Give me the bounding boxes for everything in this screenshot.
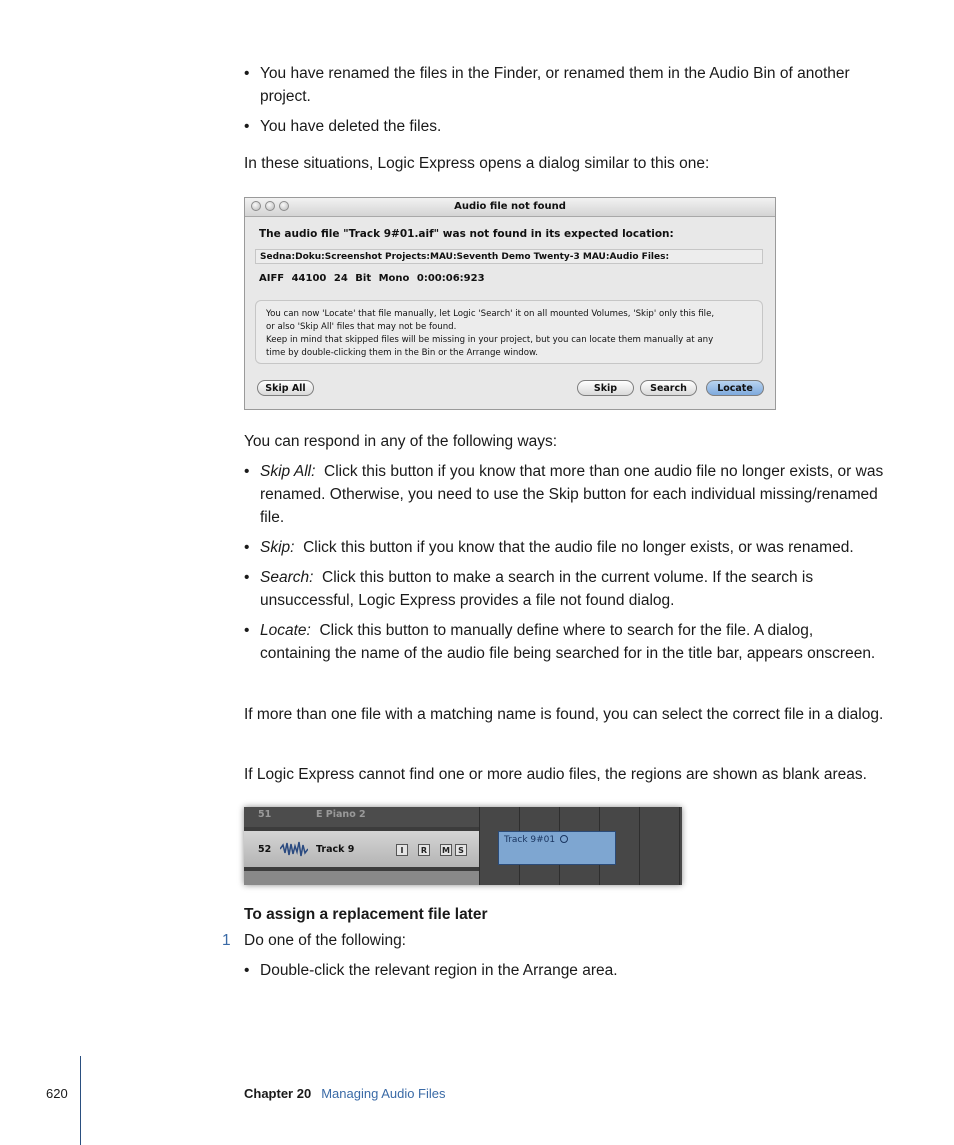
bullet-dot: • (244, 463, 250, 480)
chapter-label: Chapter 20 (244, 1086, 312, 1101)
bullet-dot: • (244, 622, 250, 639)
task-heading: To assign a replacement file later (244, 906, 488, 923)
bullet-text: You have deleted the files. (260, 118, 442, 135)
dialog-instructions (255, 300, 763, 364)
instruction-line: You can now 'Locate' that file manually, let Logic 'Search' it on all mounted Volumes, 'Skip' only this file, (266, 309, 715, 319)
option-text: Click this button to manually define where to search for the file. A dialog, containing the name of the audio file being searched for in the title bar, appears onscreen. (260, 622, 876, 662)
matching-name-paragraph: If more than one file with a matching name is found, you can select the correct file in a dialog. (244, 706, 884, 723)
respond-intro: You can respond in any of the following ways: (244, 433, 558, 450)
option-term: Locate: (260, 622, 311, 639)
instruction-line: Keep in mind that skipped files will be missing in your project, but you can locate them manually at any (266, 335, 714, 345)
bullet-text: Double-click the relevant region in the Arrange area. (260, 962, 618, 979)
step-text: Do one of the following: (244, 932, 406, 949)
bullet-dot: • (244, 569, 250, 586)
audio-file-not-found-dialog (244, 197, 776, 410)
track-name: Track 9 (316, 844, 355, 855)
instruction-line: time by double-clicking them in the Bin or the Arrange window. (266, 348, 538, 358)
region-label: Track 9#01 (504, 835, 556, 845)
loop-circle-icon (560, 835, 568, 843)
skip-button[interactable]: Skip (577, 380, 634, 396)
option-text: Click this button if you know that the audio file no longer exists, or was renamed. (303, 539, 854, 556)
option-term: Skip All: (260, 463, 316, 480)
footer-divider (80, 1056, 81, 1145)
bullet-dot: • (244, 539, 250, 556)
file-path-field: Sedna:Doku:Screenshot Projects:MAU:Seventh Demo Twenty-3 MAU:Audio Files: (255, 249, 763, 264)
skip-all-button[interactable]: Skip All (257, 380, 314, 396)
footer-chapter (244, 1086, 446, 1101)
option-text: Click this button to make a search in the current volume. If the search is unsuccessful, Logic Express provides a file not found dialog. (260, 569, 814, 609)
audio-waveform-icon (280, 840, 308, 858)
bullet-deleted (244, 115, 884, 138)
page-number: 620 (46, 1086, 68, 1101)
chapter-title: Managing Audio Files (321, 1086, 446, 1101)
option-locate (244, 619, 884, 665)
option-skip-all (244, 460, 884, 529)
step-number: 1 (222, 932, 231, 949)
file-info: AIFF 44100 24 Bit Mono 0:00:06:923 (259, 273, 485, 284)
option-term: Skip: (260, 539, 295, 556)
blank-region[interactable] (498, 831, 616, 865)
instruction-line: or also 'Skip All' files that may not be found. (266, 322, 457, 332)
option-term: Search: (260, 569, 314, 586)
intro-dialog-paragraph: In these situations, Logic Express opens a dialog similar to this one: (244, 155, 710, 172)
blank-areas-paragraph: If Logic Express cannot find one or more audio files, the regions are shown as blank areas. (244, 766, 867, 783)
track-row-partial (244, 807, 479, 827)
step-bullet (244, 959, 884, 982)
track-number: 52 (258, 844, 272, 855)
option-search (244, 566, 884, 612)
track-row-partial (244, 871, 479, 885)
track-number: 51 (258, 809, 272, 820)
mute-button[interactable]: M (440, 844, 452, 856)
record-enable-button[interactable]: R (418, 844, 430, 856)
option-text: Click this button if you know that more than one audio file no longer exists, or was renamed. Otherwise, you need to use the Skip button for each individual missing/renamed file. (260, 463, 884, 526)
bullet-text: You have renamed the files in the Finder, or renamed them in the Audio Bin of another project. (260, 65, 850, 105)
bullet-dot: • (244, 962, 250, 979)
input-monitor-button[interactable]: I (396, 844, 408, 856)
dialog-message: The audio file "Track 9#01.aif" was not found in its expected location: (259, 228, 674, 240)
track-row[interactable] (244, 831, 479, 867)
locate-button[interactable]: Locate (706, 380, 764, 396)
bullet-dot: • (244, 65, 250, 82)
solo-button[interactable]: S (455, 844, 467, 856)
option-skip (244, 536, 884, 559)
bullet-dot: • (244, 118, 250, 135)
search-button[interactable]: Search (640, 380, 697, 396)
dialog-title: Audio file not found (454, 201, 566, 212)
track-name: E Piano 2 (316, 809, 366, 820)
arrange-area-screenshot (244, 807, 682, 885)
bullet-renamed (244, 62, 884, 108)
dialog-titlebar (245, 198, 775, 217)
